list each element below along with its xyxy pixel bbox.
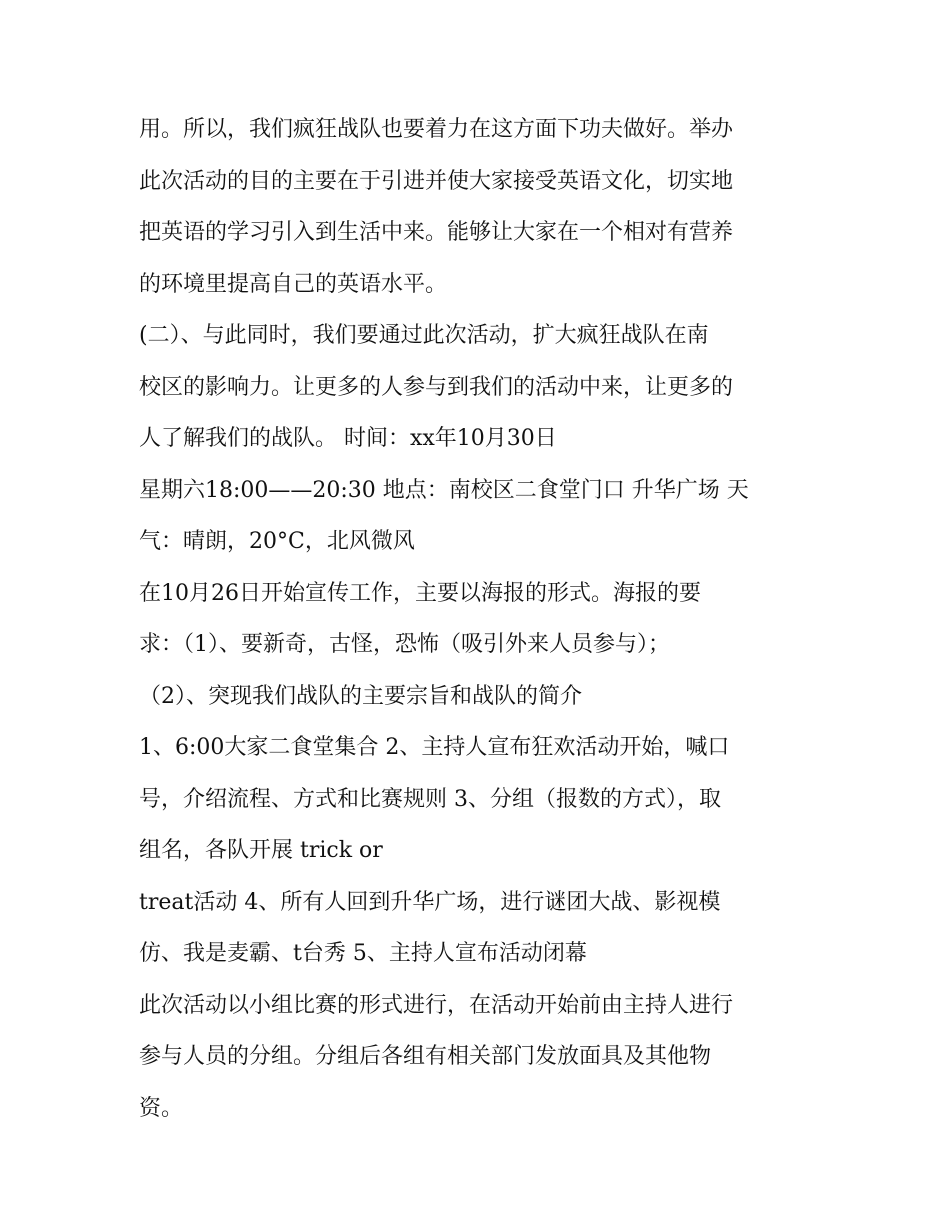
- text-line: （2）、突现我们战队的主要宗旨和战队的简介: [139, 683, 582, 709]
- text-line: 号，介绍流程、方式和比赛规则 3、分组（报数的方式），取: [139, 786, 721, 812]
- text-line: 参与人员的分组。分组后各组有相关部门发放面具及其他物: [139, 1044, 712, 1069]
- text-line: 星期六18:00——20:30 地点：南校区二食堂门口 升华广场 天: [139, 477, 749, 503]
- text-line: 把英语的学习引入到生活中来。能够让大家在一个相对有营养: [139, 220, 734, 245]
- text-line: 气：晴朗，20°C，北风微风: [139, 529, 415, 554]
- text-line: 在10月26日开始宣传工作，主要以海报的形式。海报的要: [139, 580, 701, 606]
- text-line: 人了解我们的战队。 时间：xx年10月30日: [139, 426, 557, 451]
- text-line: 1、6:00大家二食堂集合 2、主持人宣布狂欢活动开始，喊口: [139, 735, 730, 760]
- text-line: (二）、与此同时，我们要通过此次活动，扩大疯狂战队在南: [139, 323, 709, 348]
- text-line: 的环境里提高自己的英语水平。: [139, 271, 448, 297]
- text-line: 此次活动以小组比赛的形式进行，在活动开始前由主持人进行: [139, 992, 734, 1018]
- text-line: 用。所以，我们疯狂战队也要着力在这方面下功夫做好。举办: [139, 117, 734, 142]
- text-line: 校区的影响力。让更多的人参与到我们的活动中来，让更多的: [139, 374, 734, 400]
- text-line: 此次活动的目的主要在于引进并使大家接受英语文化，切实地: [139, 168, 734, 194]
- text-line: 仿、我是麦霸、t台秀 5、主持人宣布活动闭幕: [139, 941, 587, 966]
- text-line: 资。: [139, 1095, 184, 1121]
- text-line: treat活动 4、所有人回到升华广场，进行谜团大战、影视模: [139, 889, 721, 915]
- text-line: 求：（1）、要新奇，古怪，恐怖（吸引外来人员参与）；: [139, 632, 670, 657]
- body-text: [139, 104, 819, 1134]
- text-line: 组名，各队开展 trick or: [139, 838, 383, 863]
